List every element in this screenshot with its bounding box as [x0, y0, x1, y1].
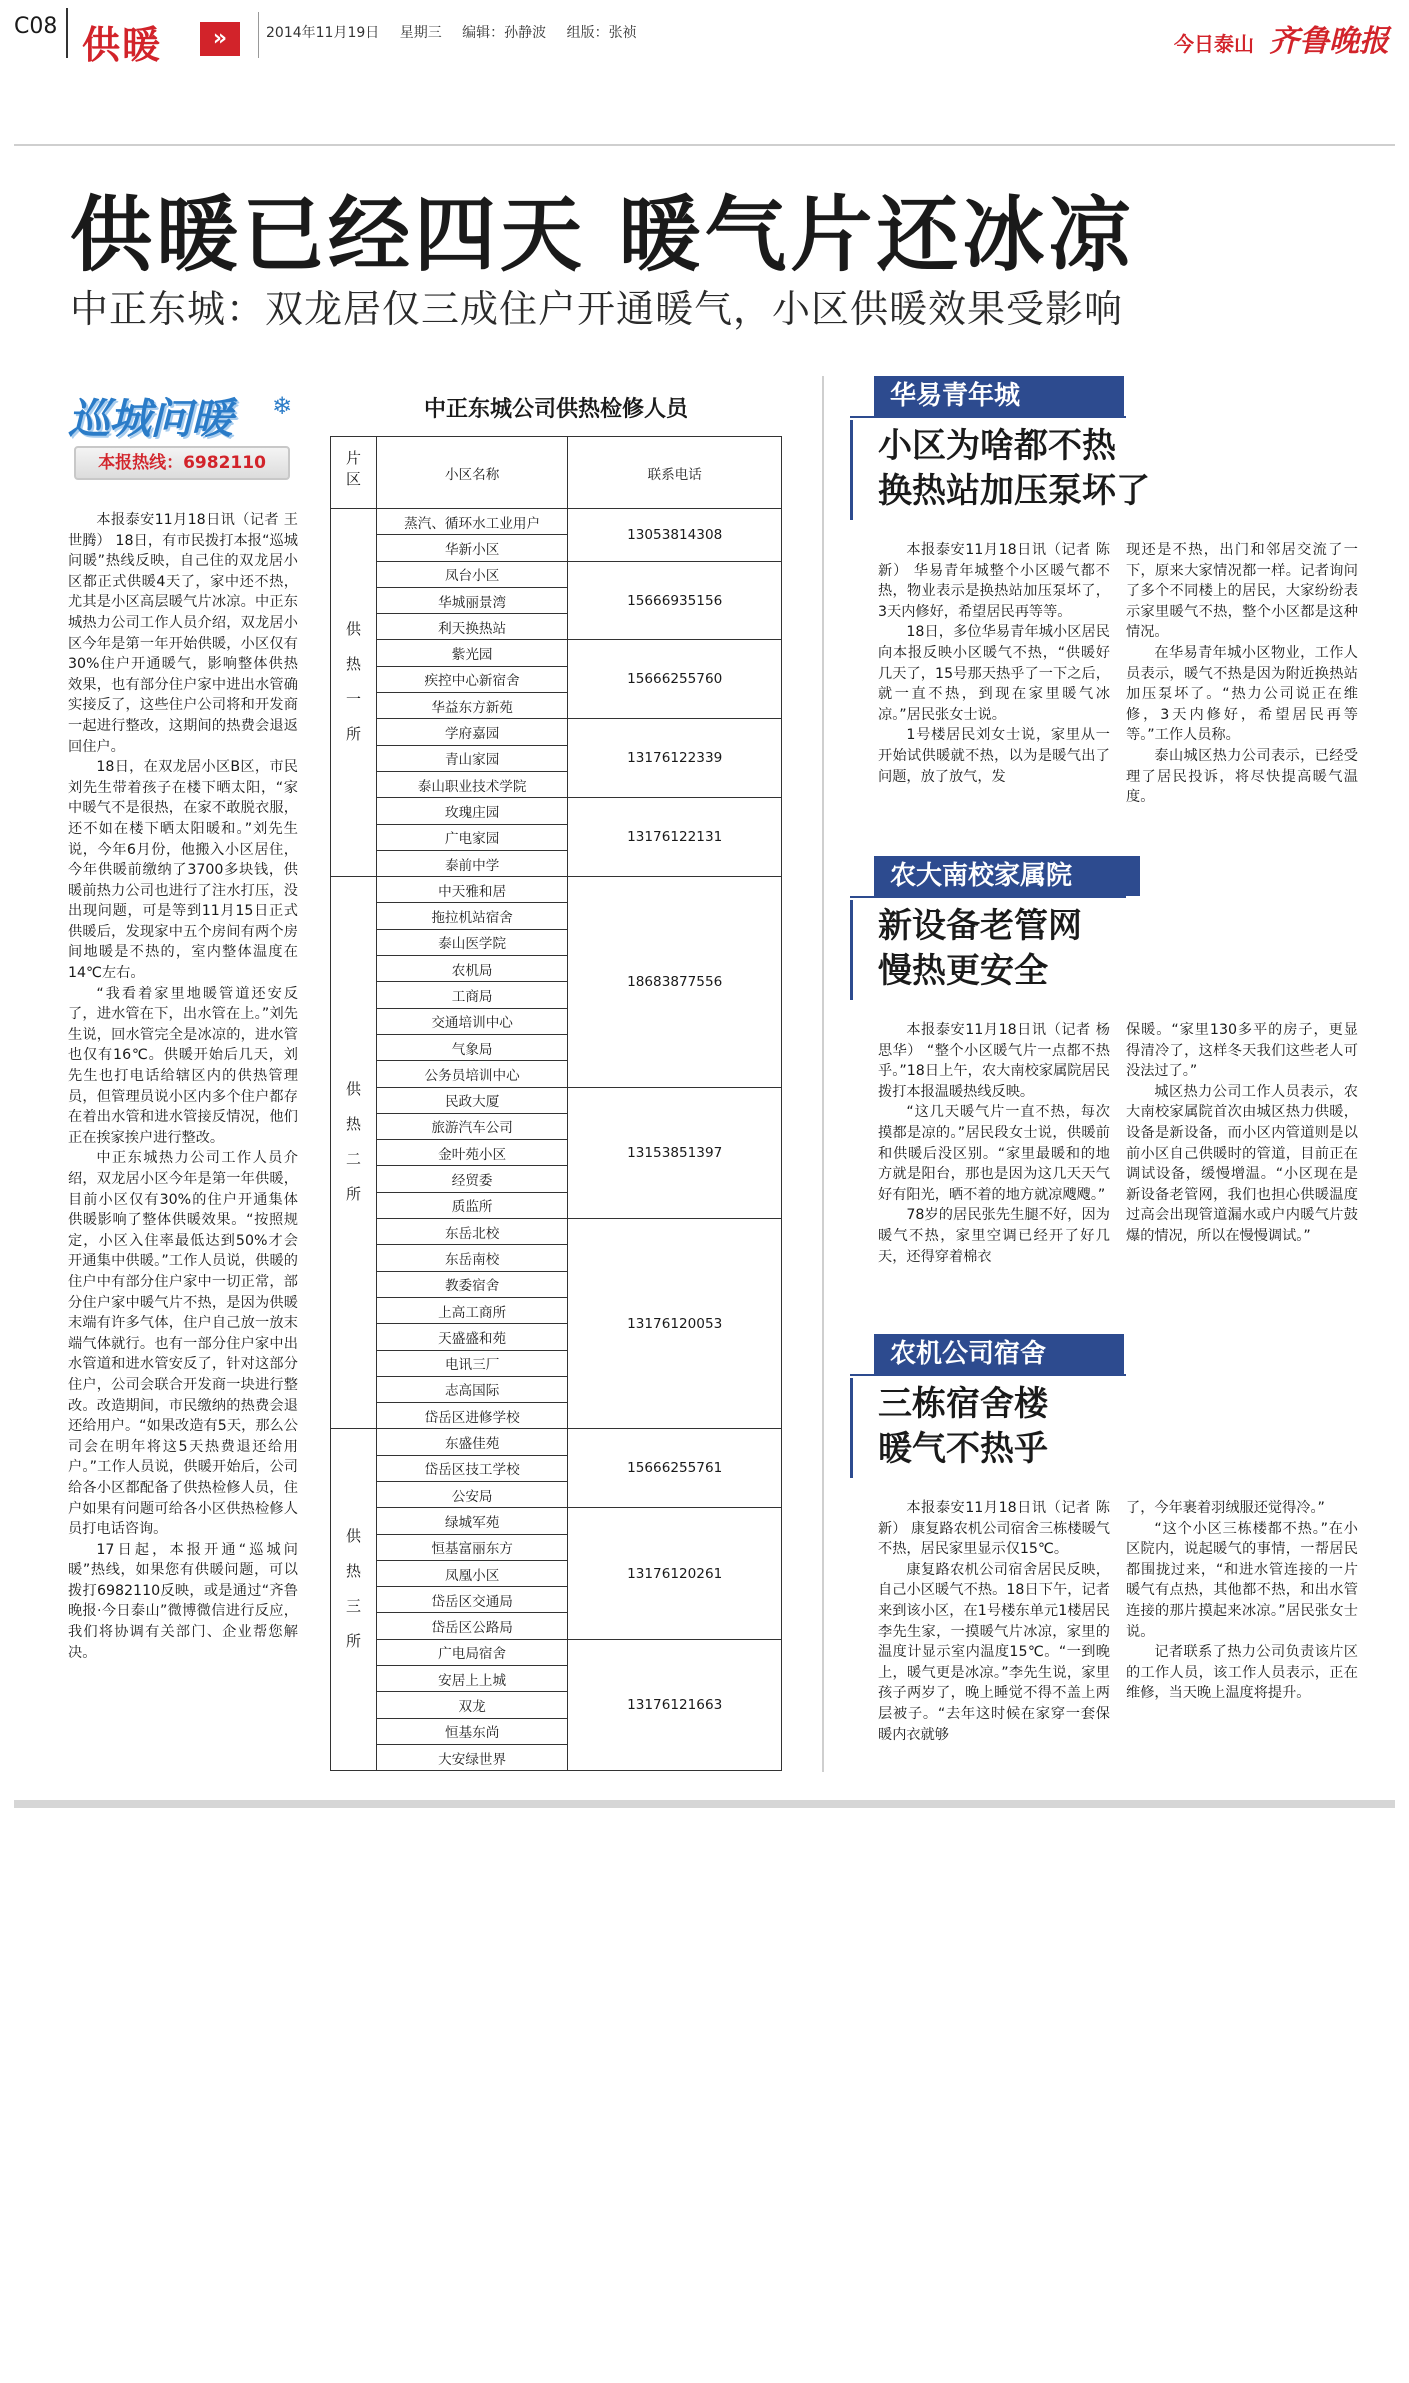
column-logo-title: 巡城问暖: [68, 394, 233, 443]
date-divider: [258, 12, 259, 58]
community-cell: 岱岳区交通局: [376, 1587, 567, 1613]
community-cell: 经贸委: [376, 1166, 567, 1192]
community-cell: 疾控中心新宿舍: [376, 666, 567, 692]
story-column: [1126, 540, 1358, 808]
community-cell: 恒基富丽东方: [376, 1534, 567, 1560]
community-cell: 志高国际: [376, 1376, 567, 1402]
story-column: [878, 1020, 1110, 1267]
community-cell: 利天换热站: [376, 614, 567, 640]
phone-cell: 13176120261: [568, 1508, 782, 1639]
community-cell: 旅游汽车公司: [376, 1113, 567, 1139]
table-row: [331, 1508, 782, 1534]
lead-article: [68, 510, 298, 1663]
story-column: [1126, 1498, 1358, 1704]
paragraph: “这几天暖气片一直不热，每次摸都是凉的。”居民段女士说，供暖前和供暖后没区别。“家里最暖和的地方就是阳台，那也是因为这几天天气好有阳光，晒不着的地方就凉飕飕。”: [878, 1104, 1110, 1203]
area-cell: [331, 1429, 377, 1771]
story-tag: 华易青年城: [874, 376, 1124, 416]
community-cell: 学府嘉园: [376, 719, 567, 745]
phone-cell: 18683877556: [568, 877, 782, 1087]
area-label: 供热三所: [343, 1527, 362, 1668]
community-cell: 恒基东尚: [376, 1718, 567, 1744]
paragraph: 78岁的居民张先生腿不好，因为暖气不热，家里空调已经开了好几天，还得穿着棉衣: [878, 1207, 1110, 1265]
paragraph: 在华易青年城小区物业，工作人员表示，暖气不热是因为附近换热站加压泵坏了。“热力公司说正在维修，3天内修好，希望居民再等等。”工作人员称。: [1126, 644, 1358, 744]
community-cell: 中天雅和居: [376, 877, 567, 903]
double-chevron-icon: »: [200, 22, 240, 56]
table-row: [331, 798, 782, 824]
page-code: C08: [14, 14, 58, 39]
table-title: 中正东城公司供热检修人员: [423, 397, 688, 422]
header-phone: 联系电话: [568, 437, 782, 509]
editor-credit: 编辑：孙静波: [462, 25, 547, 41]
community-cell: 蒸汽、循环水工业用户: [376, 509, 567, 535]
footer-rule: [14, 1800, 1395, 1808]
story-head-accent: [850, 1378, 853, 1478]
phone-cell: 13176120053: [568, 1219, 782, 1429]
community-cell: 东岳北校: [376, 1219, 567, 1245]
issue-date: 2014年11月19日: [266, 25, 380, 41]
paragraph: 18日，多位华易青年城小区居民向本报反映小区暖气不热，“供暖好几天了，15号那天热乎了一下之后，就一直不热，到现在家里暖气冰凉。”居民张女士说。: [878, 624, 1110, 723]
paragraph: 康复路农机公司宿舍居民反映，自己小区暖气不热。18日下午，记者来到该小区，在1号楼东单元1楼居民李先生家，一摸暖气片冰凉，家里的温度计显示室内温度15℃。“一到晚上，暖气更是冰凉。”李先生说，家里孩子两岁了，晚上睡觉不得不盖上两层被子。“去年这时候在家穿一套保暖内衣就够: [878, 1561, 1110, 1743]
story-column: [878, 540, 1110, 787]
community-cell: 绿城军苑: [376, 1508, 567, 1534]
area-cell: [331, 509, 377, 877]
paragraph: 1号楼居民刘女士说，家里从一开始试供暖就不热，以为是暖气出了问题，放了放气，发: [878, 727, 1110, 785]
phone-cell: 13176122131: [568, 798, 782, 877]
paragraph: 泰山城区热力公司表示，已经受理了居民投诉，将尽快提高暖气温度。: [1126, 747, 1358, 806]
community-cell: 泰山医学院: [376, 929, 567, 955]
column-name: 今日泰山: [1174, 32, 1255, 56]
community-cell: 电讯三厂: [376, 1350, 567, 1376]
story-tag-rule: [850, 416, 1126, 418]
story-headline: [878, 1382, 1258, 1472]
table-row: [331, 1219, 782, 1245]
header-rule: [14, 144, 1395, 146]
issue-weekday: 星期三: [399, 25, 442, 41]
community-cell: 泰山职业技术学院: [376, 771, 567, 797]
story-tag-rule: [850, 1374, 1126, 1376]
story-headline: [878, 904, 1258, 994]
paragraph: 本报泰安11月18日讯（记者 杨思华） “整个小区暖气片一点都不热乎。”18日上午，农大南校家属院居民拨打本报温暖热线反映。: [878, 1022, 1110, 1100]
paragraph: 城区热力公司工作人员表示，农大南校家属院首次由城区热力供暖，设备是新设备，而小区内管道则是以前小区自己供暖时的管道，目前正在调试设备，缓慢增温。“小区现在是新设备老管网，我们也担心供暖温度过高会出现管道漏水或户内暖气片鼓爆的情况，所以在慢慢调试。”: [1126, 1083, 1358, 1244]
repair-staff-table: [330, 436, 782, 1771]
community-cell: 华新小区: [376, 535, 567, 561]
community-cell: 公务员培训中心: [376, 1061, 567, 1087]
community-cell: 东岳南校: [376, 1245, 567, 1271]
paragraph: 18日，在双龙居小区B区，市民刘先生带着孩子在楼下晒太阳，“家中暖气不是很热，在家不敢脱衣服，还不如在楼下晒太阳暖和。”刘先生说，今年6月份，他搬入小区居住，今年供暖前缴纳了3700多块钱，供暖前热力公司也进行了注水打压，没出现问题，可是等到11月15日正式供暖后，发现家中五个房间有两个房间地暖是不热的，室内整体温度在14℃左右。: [68, 759, 298, 982]
story-headline-line: 新设备老管网: [878, 906, 1082, 946]
table-row: [331, 509, 782, 535]
phone-cell: 13153851397: [568, 1087, 782, 1218]
story-headline-line: 三栋宿舍楼: [878, 1384, 1048, 1424]
issue-info: [266, 22, 653, 42]
header-community: 小区名称: [376, 437, 567, 509]
community-cell: 公安局: [376, 1481, 567, 1507]
community-cell: 民政大厦: [376, 1087, 567, 1113]
community-cell: 玫瑰庄园: [376, 798, 567, 824]
area-label: 供热二所: [343, 1080, 362, 1221]
paragraph: 了，今年裹着羽绒服还觉得冷。”: [1126, 1500, 1325, 1516]
community-cell: 凤台小区: [376, 561, 567, 587]
story-headline-line: 慢热更安全: [878, 951, 1048, 991]
story-headline: [878, 424, 1258, 514]
community-cell: 气象局: [376, 1034, 567, 1060]
area-cell: [331, 877, 377, 1429]
table-header-row: [331, 437, 782, 509]
phone-cell: 13176121663: [568, 1639, 782, 1770]
story-column: [878, 1498, 1110, 1745]
community-cell: 天盛盛和苑: [376, 1324, 567, 1350]
snowflake-icon: ❄: [272, 392, 293, 420]
community-cell: 东盛佳苑: [376, 1429, 567, 1455]
paragraph: 本报泰安11月18日讯（记者 陈新） 华易青年城整个小区暖气都不热，物业表示是换热站加压泵坏了，3天内修好，希望居民再等等。: [878, 542, 1110, 620]
column-logo: [68, 386, 298, 492]
community-cell: 广电家园: [376, 824, 567, 850]
community-cell: 上高工商所: [376, 1297, 567, 1323]
paper-brand: [1174, 16, 1389, 60]
masthead-divider: [66, 8, 68, 58]
paragraph: 现还是不热，出门和邻居交流了一下，原来大家情况都一样。记者询问了多个不同楼上的居民，大家纷纷表示家里暖气不热，整个小区都是这种情况。: [1126, 542, 1358, 641]
table-row: [331, 1639, 782, 1665]
story-headline-line: 小区为啥都不热: [878, 426, 1116, 466]
community-cell: 双龙: [376, 1692, 567, 1718]
community-cell: 紫光园: [376, 640, 567, 666]
header-area: 片区: [331, 437, 377, 509]
community-cell: 华城丽景湾: [376, 587, 567, 613]
community-cell: 金叶苑小区: [376, 1140, 567, 1166]
table-row: [331, 640, 782, 666]
headline: 供暖已经四天 暖气片还冰凉: [70, 188, 1135, 283]
story-tag: 农机公司宿舍: [874, 1334, 1124, 1374]
community-cell: 凤凰小区: [376, 1560, 567, 1586]
story-column: [1126, 1020, 1358, 1247]
paper-name: 齐鲁晚报: [1269, 24, 1389, 59]
paragraph: 中正东城热力公司工作人员介绍，双龙居小区今年是第一年供暖，目前小区仅有30%的住户开通集体供暖影响了整体供暖效果。“按照规定，小区入住率最低达到50%才会开通集中供暖。”工作人员说，供暖的住户中有部分住户家中一切正常，部分住户家中暖气片不热，是因为供暖末端有许多气体，住户自己放一放末端气体就行。也有一部分住户家中出水管道和进水管安反了，针对这部分住户，公司会联合开发商一块进行整改。改造期间，市民缴纳的热费会退还给用户。“如果改造有5天，那么公司会在明年将这5天热费退还给用户。”工作人员说，供暖开始后，公司给各小区都配备了供热检修人员，住户如果有问题可给各小区供热检修人员打电话咨询。: [68, 1150, 298, 1538]
community-cell: 安居上上城: [376, 1666, 567, 1692]
masthead: [0, 0, 1409, 72]
table-row: [331, 719, 782, 745]
paragraph: “我看着家里地暖管道还安反了，进水管在下，出水管在上。”刘先生说，回水管完全是冰凉的，进水管也仅有16℃。供暖开始后几天，刘先生也打电话给辖区内的供热管理员，但管理员说小区内多个住户都存在着出水管和进水管接反情况，他们正在挨家挨户进行整改。: [68, 985, 298, 1146]
table-row: [331, 877, 782, 903]
community-cell: 教委宿舍: [376, 1271, 567, 1297]
community-cell: 大安绿世界: [376, 1744, 567, 1770]
phone-cell: 13053814308: [568, 509, 782, 562]
phone-cell: 15666935156: [568, 561, 782, 640]
community-cell: 岱岳区技工学校: [376, 1455, 567, 1481]
paragraph: 17日起，本报开通“巡城问暖”热线，如果您有供暖问题，可以拨打6982110反映，或是通过“齐鲁晚报·今日泰山”微博微信进行反应，我们将协调有关部门、企业帮您解决。: [68, 1541, 298, 1661]
story-headline-line: 换热站加压泵坏了: [878, 471, 1150, 511]
subheadline: 中正东城：双龙居仅三成住户开通暖气，小区供暖效果受影响: [70, 287, 1124, 331]
table-row: [331, 1429, 782, 1455]
community-cell: 农机局: [376, 956, 567, 982]
hotline-badge: 本报热线：6982110: [74, 446, 290, 480]
story-head-accent: [850, 420, 853, 520]
area-label: 供热一所: [343, 620, 362, 761]
community-cell: 岱岳区公路局: [376, 1613, 567, 1639]
story-head-accent: [850, 900, 853, 1000]
phone-cell: 15666255760: [568, 640, 782, 719]
phone-cell: 15666255761: [568, 1429, 782, 1508]
community-cell: 华益东方新苑: [376, 693, 567, 719]
community-cell: 岱岳区进修学校: [376, 1403, 567, 1429]
paragraph: 保暖。“家里130多平的房子，更显得清冷了，这样冬天我们这些老人可没法过了。”: [1126, 1022, 1358, 1080]
community-cell: 工商局: [376, 982, 567, 1008]
layout-credit: 组版：张祯: [566, 25, 637, 41]
community-cell: 青山家园: [376, 745, 567, 771]
community-cell: 交通培训中心: [376, 1008, 567, 1034]
phone-cell: 13176122339: [568, 719, 782, 798]
community-cell: 广电局宿舍: [376, 1639, 567, 1665]
paragraph: 本报泰安11月18日讯（记者 王世腾） 18日，有市民拨打本报“巡城问暖”热线反映，自己住的双龙居小区都正式供暖4天了，家中还不热，尤其是小区高层暖气片冰凉。中正东城热力公司工作人员介绍，双龙居小区今年是第一年开始供暖，小区仅有30%住户开通暖气，影响整体供热效果，也有部分住户家中进出水管确实接反了，这些住户公司将和开发商一起进行整改，这期间的热费会退返回住户。: [68, 512, 298, 755]
story-tag: 农大南校家属院: [874, 856, 1140, 896]
story-headline-line: 暖气不热乎: [878, 1429, 1048, 1469]
paragraph: “这个小区三栋楼都不热。”在小区院内，说起暖气的事情，一帮居民都围拢过来，“和进水管连接的一片暖气有点热，其他都不热，和出水管连接的那片摸起来冰凉。”居民张女士说。: [1126, 1520, 1358, 1640]
community-cell: 泰前中学: [376, 850, 567, 876]
story-tag-rule: [850, 896, 1126, 898]
column-divider: [822, 376, 824, 1772]
section-name: 供暖: [82, 23, 163, 67]
paragraph: 记者联系了热力公司负责该片区的工作人员，该工作人员表示，正在维修，当天晚上温度将提升。: [1126, 1644, 1358, 1702]
table-row: [331, 561, 782, 587]
community-cell: 质监所: [376, 1192, 567, 1218]
community-cell: 拖拉机站宿舍: [376, 903, 567, 929]
table-row: [331, 1087, 782, 1113]
paragraph: 本报泰安11月18日讯（记者 陈新） 康复路农机公司宿舍三栋楼暖气不热，居民家里显示仅15℃。: [878, 1500, 1110, 1558]
